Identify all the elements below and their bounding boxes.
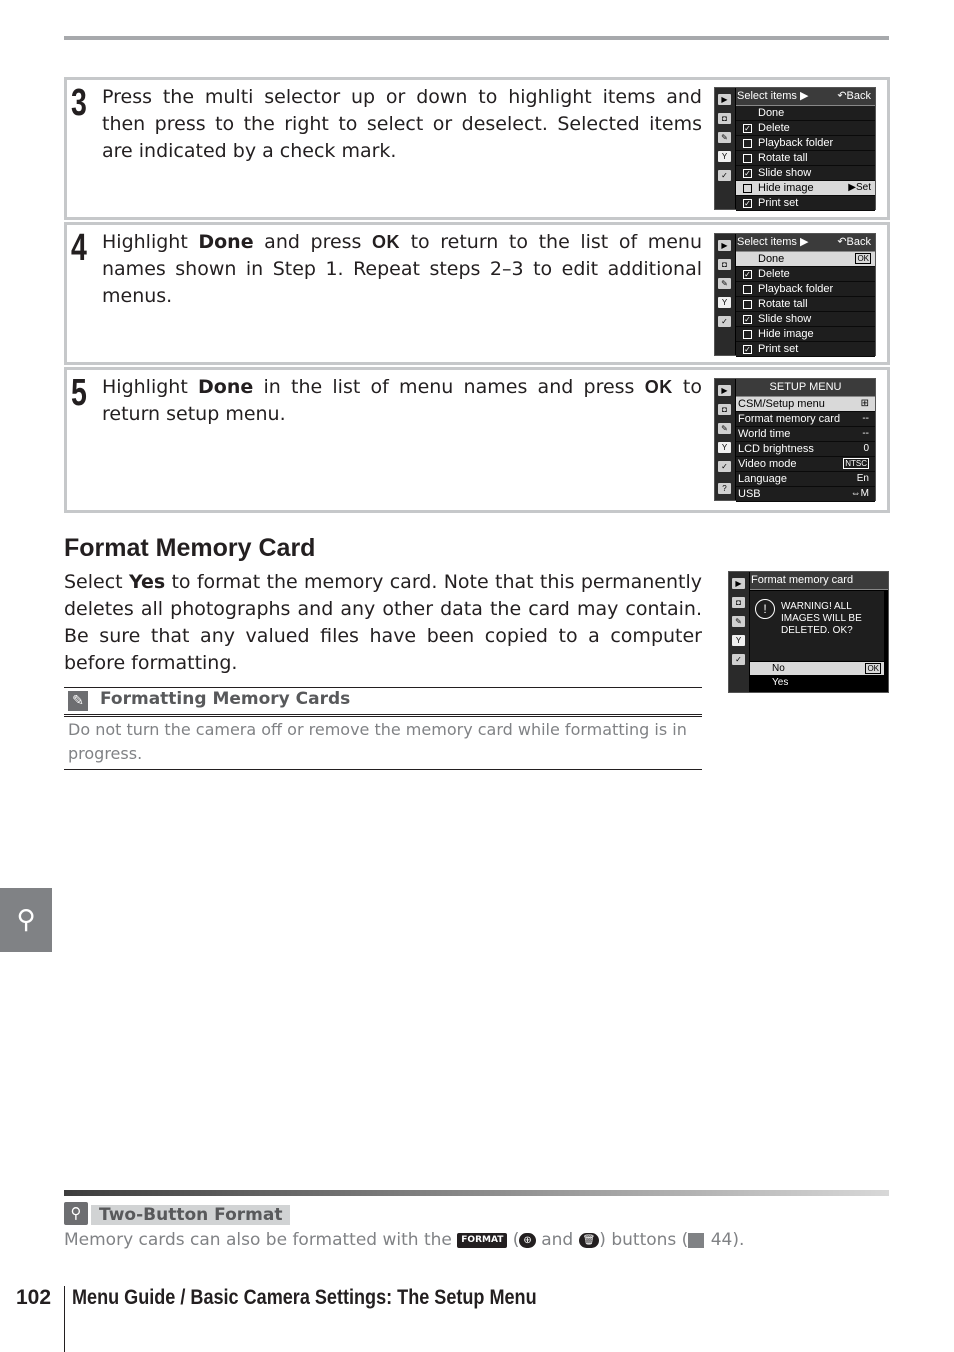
- format-button-icon: FORMAT: [457, 1233, 507, 1248]
- check-icon: ✓: [718, 461, 731, 472]
- set-hint: ▶Set: [848, 182, 871, 193]
- warning-icon: !: [755, 599, 775, 619]
- note-body: Do not turn the camera off or remove the memory card while formatting is in progress.: [64, 717, 702, 770]
- checkbox-icon: ✓: [744, 199, 751, 208]
- list-item-highlighted: CSM/Setup menu ⊞: [736, 397, 875, 412]
- item-list: [736, 106, 875, 209]
- camera-icon: ◘: [718, 259, 731, 270]
- list-item: ✓ Delete: [736, 121, 875, 136]
- screen-title-text: Format memory card: [751, 574, 854, 586]
- camera-icon: ◘: [718, 113, 731, 124]
- select-items-screen: [714, 87, 876, 210]
- step-text: Highlight Done and press OK to return to the list of menu names shown in Step 1. Repeat steps 2–3 to edit additional menus.: [102, 231, 702, 307]
- playback-icon: ▶: [732, 578, 745, 589]
- step-3: [64, 77, 890, 220]
- trash-button-icon: 🗑: [579, 1233, 600, 1248]
- list-item: LCD brightness 0: [736, 442, 875, 457]
- list-item-highlighted: Done OK: [736, 252, 875, 267]
- back-label: ↶Back: [837, 236, 871, 248]
- list-item: ✓ Print set: [736, 342, 875, 357]
- tip-title: Two-Button Format: [91, 1205, 290, 1225]
- screen-title: [736, 234, 875, 252]
- ok-button-icon: OK: [372, 232, 401, 252]
- list-item: ✓ Print set: [736, 196, 875, 211]
- item-list: [736, 252, 875, 355]
- note-header: [64, 687, 702, 717]
- menu-tabs: [715, 379, 735, 500]
- note-box: [64, 687, 702, 770]
- magnifier-icon: ⚲: [64, 1202, 88, 1225]
- section-heading: Format Memory Card: [64, 534, 316, 562]
- wrench-tab: [0, 888, 52, 952]
- camera-icon: ◘: [718, 404, 731, 415]
- menu-tabs: [729, 572, 749, 692]
- list-item: ✓ Delete: [736, 267, 875, 282]
- footer-divider: [64, 1286, 65, 1352]
- pencil-icon: ✎: [718, 423, 731, 434]
- screen-title: [736, 88, 875, 106]
- list-item: Format memory card --: [736, 412, 875, 427]
- step-number: 4: [71, 227, 87, 269]
- warning-panel: [750, 591, 884, 661]
- tip-rule: [64, 1190, 889, 1196]
- check-icon: ✓: [718, 316, 731, 327]
- list-item: World time --: [736, 427, 875, 442]
- checkbox-icon: [743, 285, 752, 294]
- section-body: Select Yes to format the memory card. Note that this permanently deletes all photographs and any other data the card may contain. Be sure that any valued files have been copied to a computer before formatting.: [64, 571, 703, 674]
- wrench-icon: Y: [718, 151, 731, 162]
- select-items-screen: [714, 233, 876, 356]
- step-number: 3: [71, 82, 87, 124]
- wrench-icon: Y: [732, 635, 745, 646]
- list-item: Language En: [736, 472, 875, 487]
- list-item: ✓ Slide show: [736, 312, 875, 327]
- list-item: Video mode NTSC: [736, 457, 875, 472]
- list-item: Playback folder: [736, 136, 875, 151]
- checkbox-icon: [743, 184, 752, 193]
- back-label: ↶Back: [837, 90, 871, 102]
- ok-badge: OK: [857, 254, 869, 263]
- wrench-icon: Y: [718, 297, 731, 308]
- setup-list: [736, 397, 875, 500]
- menu-tabs: [715, 234, 735, 355]
- checkbox-icon: ✓: [744, 169, 751, 178]
- step-text: Press the multi selector up or down to highlight items and then press to the right to select or deselect. Selected items are indicated by a check mark.: [102, 86, 702, 162]
- step-5: [64, 367, 890, 513]
- note-title: Formatting Memory Cards: [100, 689, 351, 709]
- screen-title-text: Select items ▶: [737, 236, 809, 248]
- list-item: Playback folder: [736, 282, 875, 297]
- menu-tabs: [715, 88, 735, 209]
- screen-title-text: SETUP MENU: [769, 381, 842, 393]
- pencil-icon: ✎: [718, 132, 731, 143]
- check-icon: ✓: [732, 654, 745, 665]
- pencil-icon: ✎: [718, 278, 731, 289]
- step-4: [64, 222, 890, 365]
- camera-icon: ◘: [732, 597, 745, 608]
- screen-title: [736, 379, 875, 397]
- option-yes: Yes: [772, 677, 789, 688]
- list-item: Rotate tall: [736, 151, 875, 166]
- ok-button-icon: OK: [644, 377, 673, 397]
- playback-icon: ▶: [718, 240, 731, 251]
- list-item: Rotate tall: [736, 297, 875, 312]
- help-icon: ?: [718, 483, 731, 494]
- mode-button-icon: ⊕: [519, 1233, 535, 1248]
- step-number: 5: [71, 372, 87, 414]
- ok-badge: OK: [867, 664, 879, 673]
- checkbox-icon: ✓: [744, 315, 751, 324]
- list-item: Hide image: [736, 327, 875, 342]
- list-item: USB ⇔M: [736, 487, 875, 502]
- checkbox-icon: [743, 139, 752, 148]
- format-card-screen: [728, 571, 889, 693]
- checkbox-icon: ✓: [744, 124, 751, 133]
- list-item: Done: [736, 106, 875, 121]
- page-ref-icon: [688, 1233, 704, 1248]
- top-rule: [64, 36, 889, 40]
- playback-icon: ▶: [718, 94, 731, 105]
- wrench-icon: ⚲: [16, 905, 36, 935]
- checkbox-icon: [743, 154, 752, 163]
- screen-title: [750, 572, 888, 590]
- checkbox-icon: ✓: [744, 270, 751, 279]
- pencil-icon: ✎: [732, 616, 745, 627]
- footer-title: Menu Guide / Basic Camera Settings: The Setup Menu: [72, 1286, 537, 1309]
- wrench-icon: Y: [718, 442, 731, 453]
- list-item: ✓ Slide show: [736, 166, 875, 181]
- option-no: No OK: [750, 662, 884, 675]
- checkbox-icon: [743, 300, 752, 309]
- list-item-highlighted: Hide image ▶Set: [736, 181, 875, 196]
- screen-title-text: Select items ▶: [737, 90, 809, 102]
- setup-menu-screen: [714, 378, 876, 501]
- step-text: Highlight Done in the list of menu names and press OK to return setup menu.: [102, 376, 702, 425]
- checkbox-icon: [743, 330, 752, 339]
- playback-icon: ▶: [718, 385, 731, 396]
- tip-body: Memory cards can also be formatted with the FORMAT ( ⊕ and 🗑 ) buttons ( 44).: [64, 1230, 745, 1250]
- checkbox-icon: ✓: [744, 345, 751, 354]
- page-number: 102: [16, 1286, 52, 1309]
- warning-text: WARNING! ALL IMAGES WILL BE DELETED. OK?: [781, 601, 862, 636]
- check-icon: ✓: [718, 170, 731, 181]
- pencil-icon: ✎: [68, 691, 88, 711]
